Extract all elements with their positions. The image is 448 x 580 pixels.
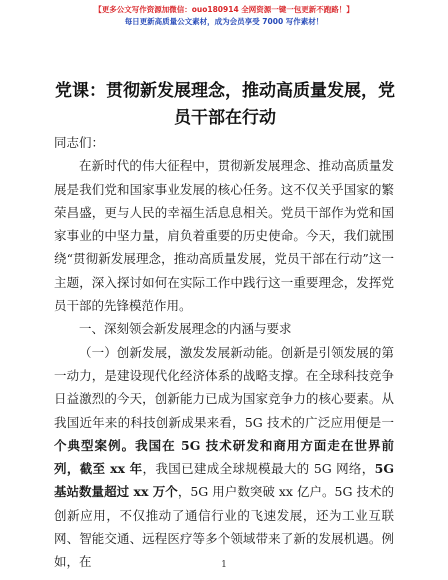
paragraph-text: （一）创新发展，激发发展新动能。创新是引领发展的第一动力，是建设现代化经济体系的战略支撑。在全球科技竞争日益激烈的今天，创新能力已成为国家竞争力的核心要素。从我国近年来的科技创新成果来看，5G 技术的广泛应用便是一 [54, 344, 394, 430]
document-body [54, 131, 394, 574]
promo-banner-line1: 【更多公文写作资源加微信：ouo180914 全网资源一键一包更新不跑路！】 [94, 5, 354, 14]
document-title: 党课：贯彻新发展理念，推动高质量发展，党员干部在行动 [55, 81, 395, 128]
intro-paragraph: 在新时代的伟大征程中，贯彻新发展理念、推动高质量发展是我们党和国家事业发展的核心任务。这不仅关乎国家的繁荣昌盛，更与人民的幸福生活息息相关。党员干部作为党和国家事业的中坚力量，肩负着重要的历史使命。今天，我们就围绕“贯彻新发展理念，推动高质量发展，党员干部在行动”这一主题，深入探讨如何在实际工作中践行这一重要理念，发挥党员干部的先锋模范作用。 [54, 158, 394, 314]
innovation-paragraph [54, 341, 394, 574]
promo-banner-line2: 每日更新高质量公文素材，成为会员享受 7000 写作素材！ [124, 17, 324, 26]
bold-highlight: 个典型案例。我国在 5G 技术研发和商用方面走在世界前列，截至 xx 年 [54, 437, 394, 477]
bold-highlight: 5G 基站数量超过 xx 万个 [54, 461, 395, 500]
promo-banner [0, 4, 448, 28]
salutation: 同志们： [54, 135, 105, 150]
paragraph-text: ，5G 用户数突破 xx 亿户。5G 技术的创新应用，不仅推动了通信行业的飞速发展，还为工业互联网、智能交通、远程医疗等多个领域带来了新的发展机遇。例如，在 [54, 484, 395, 570]
page-number: 1 [221, 560, 227, 570]
paragraph-text: ，我国已建成全球规模最大的 5G 网络， [142, 461, 375, 477]
section-heading: 一、深刻领会新发展理念的内涵与要求 [79, 321, 292, 337]
